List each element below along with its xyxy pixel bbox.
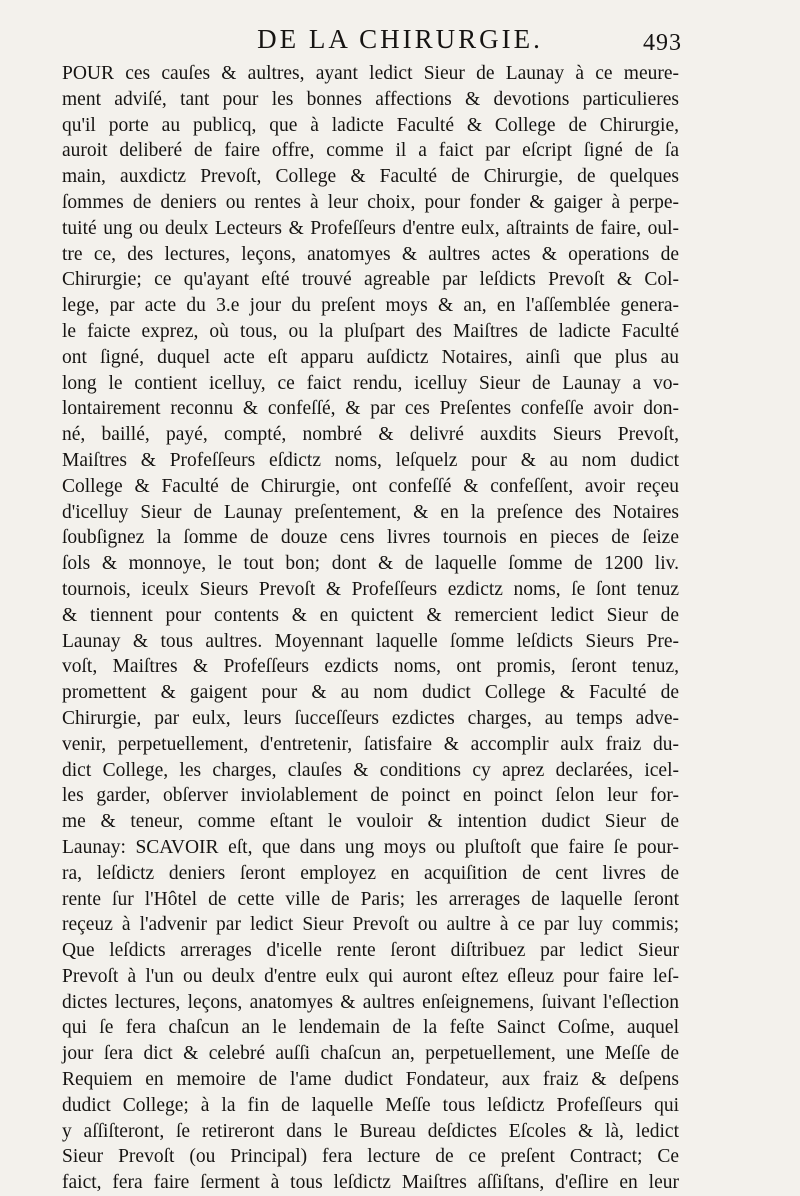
page-number: 493 (643, 30, 682, 56)
text-line: Chirurgie; ce qu'ayant eſté trouvé agreable par leſdicts Prevoſt & Col- (62, 269, 679, 291)
text-line: d'icelluy Sieur de Launay preſentement, & en la preſence des Notaires (62, 501, 679, 523)
running-head (0, 22, 800, 62)
text-line: Launay & tous aultres. Moyennant laquelle ſomme leſdicts Sieurs Pre- (62, 630, 679, 652)
text-line: Prevoſt à l'un ou deulx d'entre eulx qui auront eſtez eſleuz pour faire leſ- (62, 965, 679, 987)
text-line: rente ſur l'Hôtel de cette ville de Paris; les arrerages de laquelle ſeront (62, 888, 679, 910)
text-line: auroit deliberé de faire offre, comme il a faict par eſcript ſigné de ſa (62, 140, 679, 162)
text-line: voſt, Maiſtres & Profeſſeurs ezdicts noms, ont promis, ſeront tenuz, (62, 656, 679, 678)
text-line: faict, fera faire ſerment à tous leſdictz Maiſtres aſſiſtans, d'eſlire en leur (62, 1172, 679, 1194)
text-line: Requiem en memoire de l'ame dudict Fondateur, aux fraiz & deſpens (62, 1069, 679, 1091)
text-line: promettent & gaigent pour & au nom dudict College & Faculté de (62, 682, 679, 704)
text-line: College & Faculté de Chirurgie, ont confeſſé & confeſſent, avoir reçeu (62, 475, 679, 497)
text-line: Sieur Prevoſt (ou Principal) fera lecture de ce preſent Contract; Ce (62, 1146, 679, 1168)
text-line: Maiſtres & Profeſſeurs eſdictz noms, leſquelz pour & au nom dudict (62, 449, 679, 471)
text-line: venir, perpetuellement, d'entretenir, ſatisfaire & accomplir aulx fraiz du- (62, 733, 679, 755)
text-line: ſommes de deniers ou rentes à leur choix, pour fonder & gaiger à perpe- (62, 191, 679, 213)
text-line: Chirurgie, par eulx, leurs ſucceſſeurs ezdictes charges, au temps adve- (62, 707, 679, 729)
text-line: me & teneur, comme eſtant le vouloir & intention dudict Sieur de (62, 811, 679, 833)
text-line: qui ſe fera chaſcun an le lendemain de la feſte Sainct Coſme, auquel (62, 1017, 679, 1039)
text-line: tre ce, des lectures, leçons, anatomyes & aultres actes & operations de (62, 243, 679, 265)
text-line: POUR ces cauſes & aultres, ayant ledict Sieur de Launay à ce meure- (62, 63, 679, 84)
text-line: dictes lectures, leçons, anatomyes & aultres enſeignemens, ſuivant l'eſlection (62, 991, 679, 1013)
text-line: & tiennent pour contents & en quictent & remercient ledict Sieur de (62, 604, 679, 626)
text-line: ra, leſdictz deniers ſeront employez en acquiſition de cent livres de (62, 862, 679, 884)
text-line: tournois, iceulx Sieurs Prevoſt & Profeſſeurs ezdictz noms, ſe ſont tenuz (62, 578, 679, 600)
text-line: lege, par acte du 3.e jour du preſent moys & an, en l'aſſemblée genera- (62, 295, 679, 317)
text-line: le faicte exprez, où tous, ou la pluſpart des Maiſtres de ladicte Faculté (62, 320, 679, 342)
text-line: les garder, obſerver inviolablement de poinct en poinct ſelon leur for- (62, 785, 679, 807)
text-line: dudict College; à la fin de laquelle Meſſe tous leſdictz Profeſſeurs qui (62, 1094, 679, 1116)
text-line: dict College, les charges, clauſes & conditions cy aprez declarées, icel- (62, 759, 679, 781)
text-line: Launay: SCAVOIR eſt, que dans ung moys ou pluſtoſt que faire ſe pour- (62, 836, 679, 858)
text-line: ſols & monnoye, le tout bon; dont & de laquelle ſomme de 1200 liv. (62, 553, 679, 575)
text-line: ment adviſé, tant pour les bonnes affections & devotions particulieres (62, 88, 679, 110)
text-line: ſoubſignez la ſomme de douze cens livres tournois en pieces de ſeize (62, 527, 679, 549)
text-line: tuité ung ou deulx Lecteurs & Profeſſeurs d'entre eulx, aſtraints de faire, oul- (62, 217, 679, 239)
text-line: qu'il porte au publicq, que à ladicte Faculté & College de Chirurgie, (62, 114, 679, 136)
text-line: reçeuz à l'advenir par ledict Sieur Prevoſt ou aultre à ce par luy commis; (62, 914, 679, 936)
text-line: Que leſdicts arrerages d'icelle rente ſeront diſtribuez par ledict Sieur (62, 940, 679, 962)
text-line: jour ſera dict & celebré auſſi chaſcun an, perpetuellement, une Meſſe de (62, 1043, 679, 1065)
body-text (62, 61, 679, 1196)
text-line: y aſſiſteront, ſe retireront dans le Bureau deſdictes Eſcoles & là, ledict (62, 1120, 679, 1142)
running-title: DE LA CHIRURGIE. (257, 24, 543, 54)
text-line: ont ſigné, duquel acte eſt apparu auſdictz Notaires, ainſi que plus au (62, 346, 679, 368)
text-line: lontairement reconnu & confeſſé, & par ces Preſentes confeſſe avoir don- (62, 398, 679, 420)
text-line: main, auxdictz Prevoſt, College & Faculté de Chirurgie, de quelques (62, 166, 679, 188)
text-line: long le contient icelluy, ce faict rendu, icelluy Sieur de Launay a vo- (62, 372, 679, 394)
text-line: né, baillé, payé, compté, nombré & delivré auxdits Sieurs Prevoſt, (62, 424, 679, 446)
